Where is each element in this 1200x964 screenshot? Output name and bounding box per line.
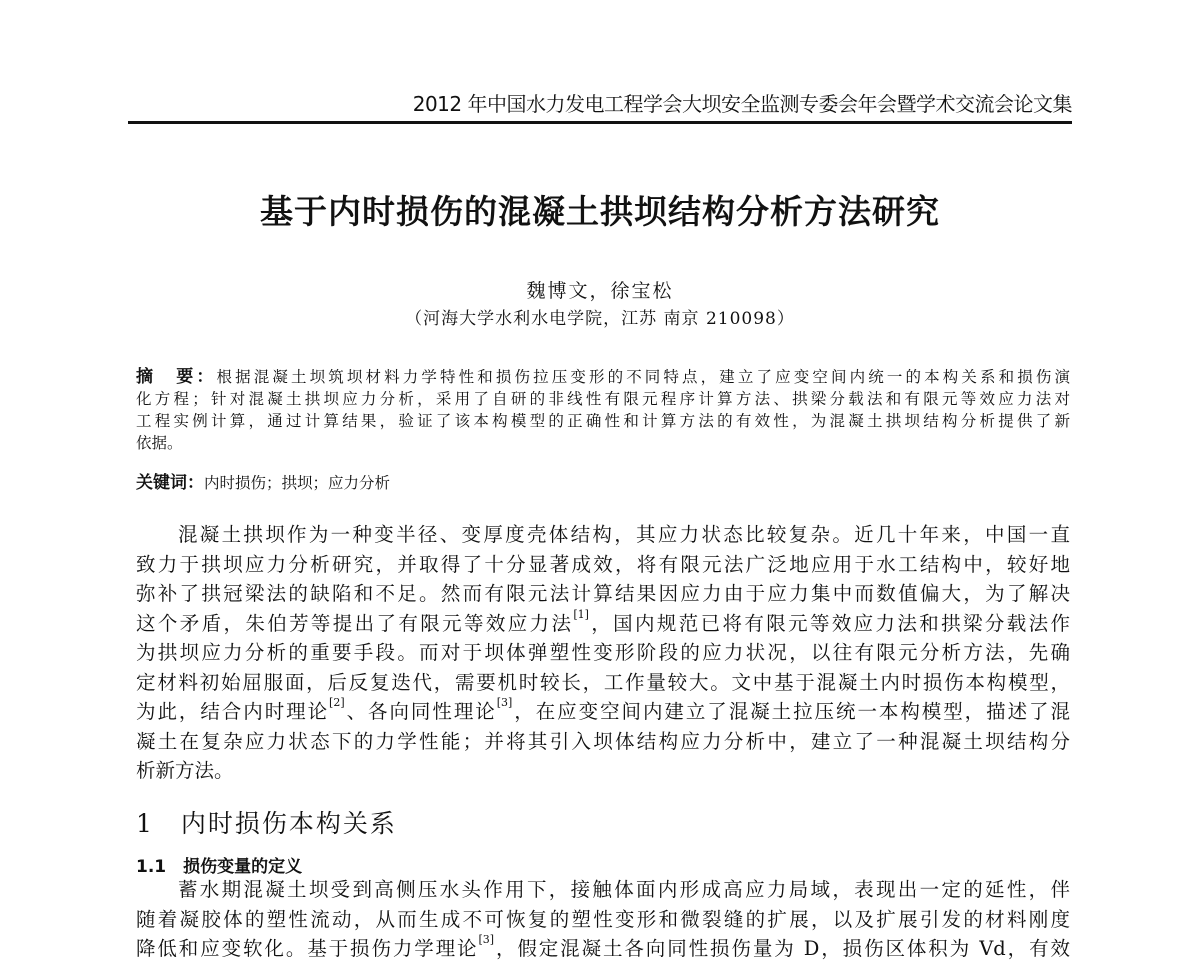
body-line: 混凝土拱坝作为一种变半径、变厚度壳体结构，其应力状态比较复杂。近几十年来，中国一直 xyxy=(178,523,1070,546)
body-line: 弥补了拱冠梁法的缺陷和不足。然而有限元法计算结果因应力由于应力集中而数值偏大，为了解决 xyxy=(136,582,1070,605)
abstract-line: 工程实例计算，通过计算结果，验证了该本构模型的正确性和计算方法的有效性，为混凝土拱坝结构分析提供了新 xyxy=(136,412,1070,430)
running-header: 2012 年中国水力发电工程学会大坝安全监测专委会年会暨学术交流会论文集 xyxy=(412,92,1072,116)
body-line: 凝土在复杂应力状态下的力学性能；并将其引入坝体结构应力分析中，建立了一种混凝土坝结构分 xyxy=(136,729,1070,753)
section-1-1-body xyxy=(136,875,1070,964)
header-rule xyxy=(128,121,1072,124)
citation: [3] xyxy=(478,933,495,946)
introduction xyxy=(136,520,1070,786)
keywords: 关键词：内时损伤；拱坝；应力分析 xyxy=(136,473,391,493)
body-line: 降低和应变软化。基于损伤力学理论[3]，假定混凝土各向同性损伤量为 D，损伤区体积为 Vd，有效 xyxy=(136,933,1070,960)
citation: [2] xyxy=(329,696,345,709)
keywords-label: 关键词： xyxy=(136,473,204,493)
citation: [1] xyxy=(573,607,589,621)
abstract-line: 化方程；针对混凝土拱坝应力分析，采用了自研的非线性有限元程序计算方法、拱梁分载法和有限元等效应力法对 xyxy=(136,390,1070,408)
abstract xyxy=(136,366,1070,454)
body-line: 定材料初始屈服面，后反复迭代，需要机时较长，工作量较大。文中基于混凝土内时损伤本构模型， xyxy=(136,670,1070,694)
body-line: 为拱坝应力分析的重要手段。而对于坝体弹塑性变形阶段的应力状况，以往有限元分析方法，先确 xyxy=(136,641,1070,664)
body-line: 为此，结合内时理论[2]、各向同性理论[3]，在应变空间内建立了混凝土拉压统一本构模型，描述了混 xyxy=(136,696,1070,723)
body-line: 析新方法。 xyxy=(136,759,234,782)
body-line: 这个矛盾，朱伯芳等提出了有限元等效应力法[1]，国内规范已将有限元等效应力法和拱梁分载法作 xyxy=(136,607,1070,635)
body-line: 蓄水期混凝土坝受到高侧压水头作用下，接触体面内形成高应力局域，表现出一定的延性，伴 xyxy=(178,878,1070,901)
abstract-line: 依据。 xyxy=(136,434,183,452)
section-heading: 1 内时损伤本构关系 xyxy=(136,809,397,838)
subsection-heading: 1.1 损伤变量的定义 xyxy=(136,857,303,877)
affiliation: （河海大学水利水电学院，江苏 南京 210098） xyxy=(405,309,795,329)
paper-title: 基于内时损伤的混凝土拱坝结构分析方法研究 xyxy=(260,192,940,231)
authors: 魏博文，徐宝松 xyxy=(526,280,674,302)
abstract-line: 摘 要：根据混凝土坝筑坝材料力学特性和损伤拉压变形的不同特点，建立了应变空间内统一的本构关系和损伤演 xyxy=(136,367,1070,387)
body-line: 致力于拱坝应力分析研究，并取得了十分显著成效，将有限元法广泛地应用于水工结构中，较好地 xyxy=(136,552,1070,576)
body-line: 随着凝胶体的塑性流动，从而生成不可恢复的塑性变形和微裂缝的扩展，以及扩展引发的材料刚度 xyxy=(136,907,1070,931)
abstract-label: 摘 要： xyxy=(136,367,217,387)
citation: [3] xyxy=(496,696,513,709)
